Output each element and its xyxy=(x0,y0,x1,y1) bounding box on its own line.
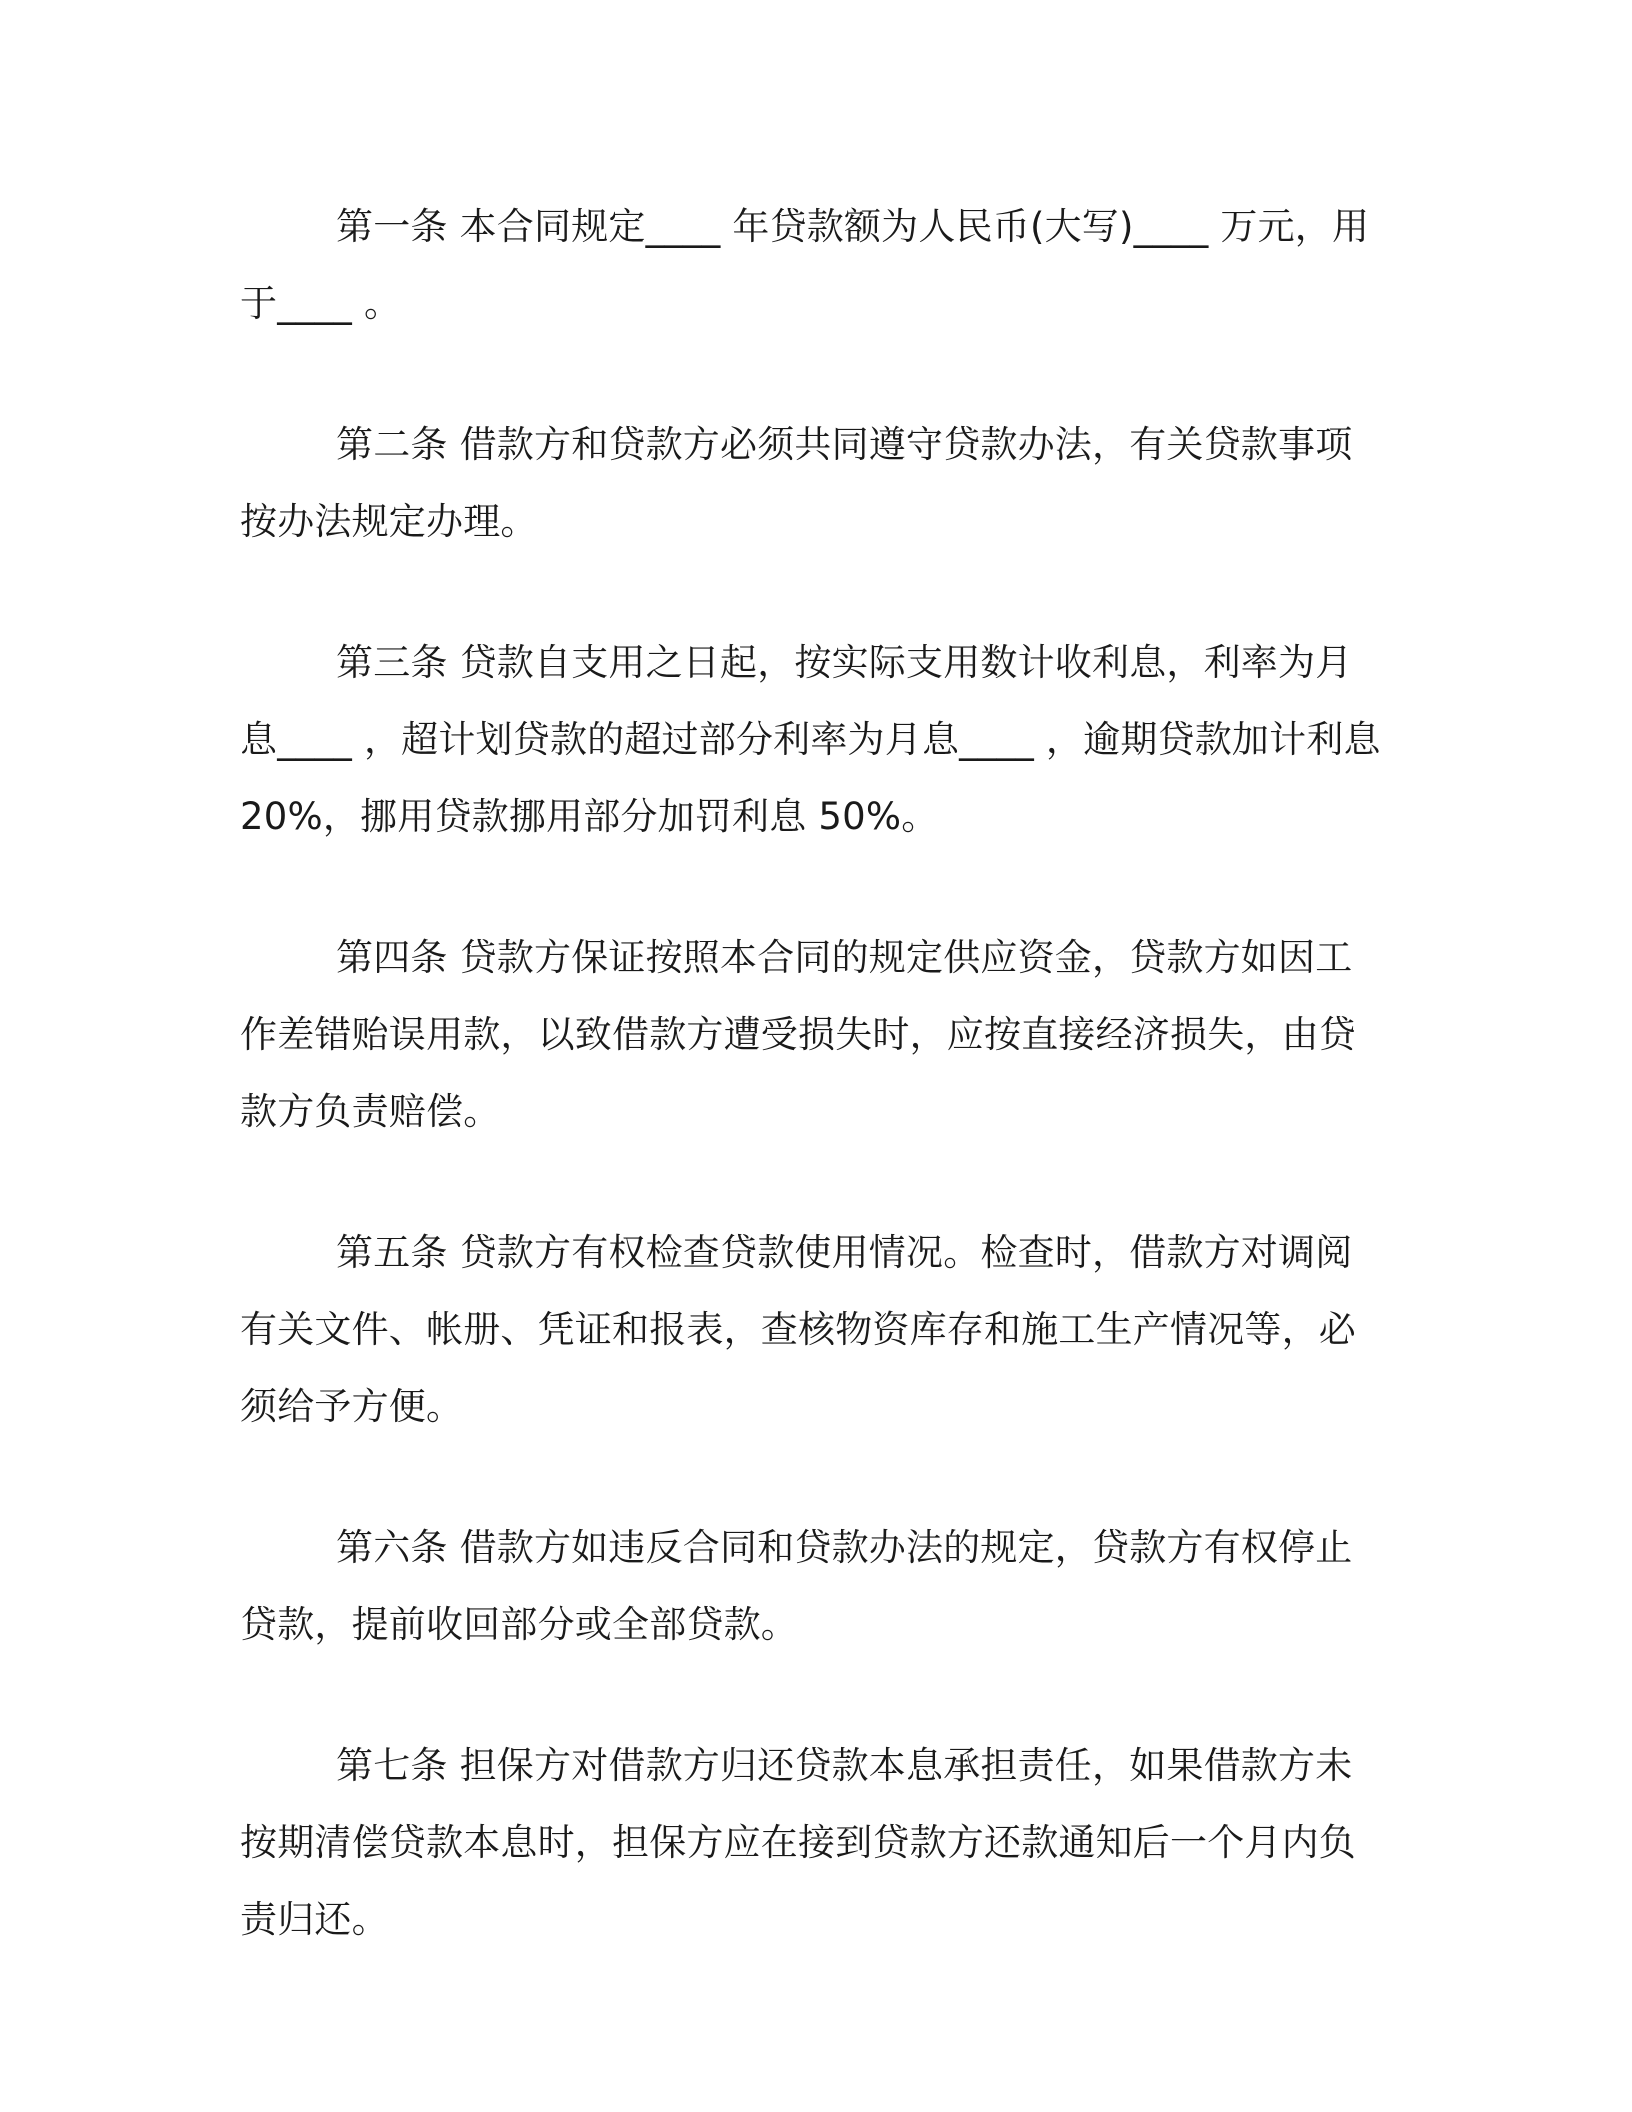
article-7 xyxy=(240,1727,1388,1958)
article-2 xyxy=(240,406,1388,560)
article-text: 借款方如违反合同和贷款办法的规定，贷款方有权停止贷款，提前收回部分或全部贷款。 xyxy=(240,1526,1353,1646)
article-number: 第二条 xyxy=(336,423,448,466)
article-text: 借款方和贷款方必须共同遵守贷款办法，有关贷款事项按办法规定办理。 xyxy=(240,423,1353,543)
contract-body xyxy=(240,188,1388,2022)
article-number: 第五条 xyxy=(336,1231,448,1274)
article-1 xyxy=(240,188,1388,342)
article-number: 第四条 xyxy=(336,936,448,979)
article-number: 第七条 xyxy=(336,1744,448,1787)
article-number: 第一条 xyxy=(336,205,448,248)
article-3 xyxy=(240,624,1388,855)
article-text: 贷款方保证按照本合同的规定供应资金，贷款方如因工作差错贻误用款，以致借款方遭受损失时，应按直接经济损失，由贷款方负责赔偿。 xyxy=(240,936,1356,1133)
article-4 xyxy=(240,919,1388,1150)
article-text: 本合同规定____ 年贷款额为人民币(大写)____ 万元，用于____ 。 xyxy=(240,205,1370,325)
article-number: 第六条 xyxy=(336,1526,448,1569)
article-number: 第三条 xyxy=(336,641,448,684)
article-text: 贷款自支用之日起，按实际支用数计收利息，利率为月息____ ，超计划贷款的超过部分利率为月息____ ，逾期贷款加计利息 20%，挪用贷款挪用部分加罚利息 50%。 xyxy=(240,641,1381,838)
article-text: 担保方对借款方归还贷款本息承担责任，如果借款方未按期清偿贷款本息时，担保方应在接到贷款方还款通知后一个月内负责归还。 xyxy=(240,1744,1356,1941)
article-5 xyxy=(240,1214,1388,1445)
article-6 xyxy=(240,1509,1388,1663)
article-text: 贷款方有权检查贷款使用情况。检查时，借款方对调阅有关文件、帐册、凭证和报表，查核物资库存和施工生产情况等，必须给予方便。 xyxy=(240,1231,1356,1428)
